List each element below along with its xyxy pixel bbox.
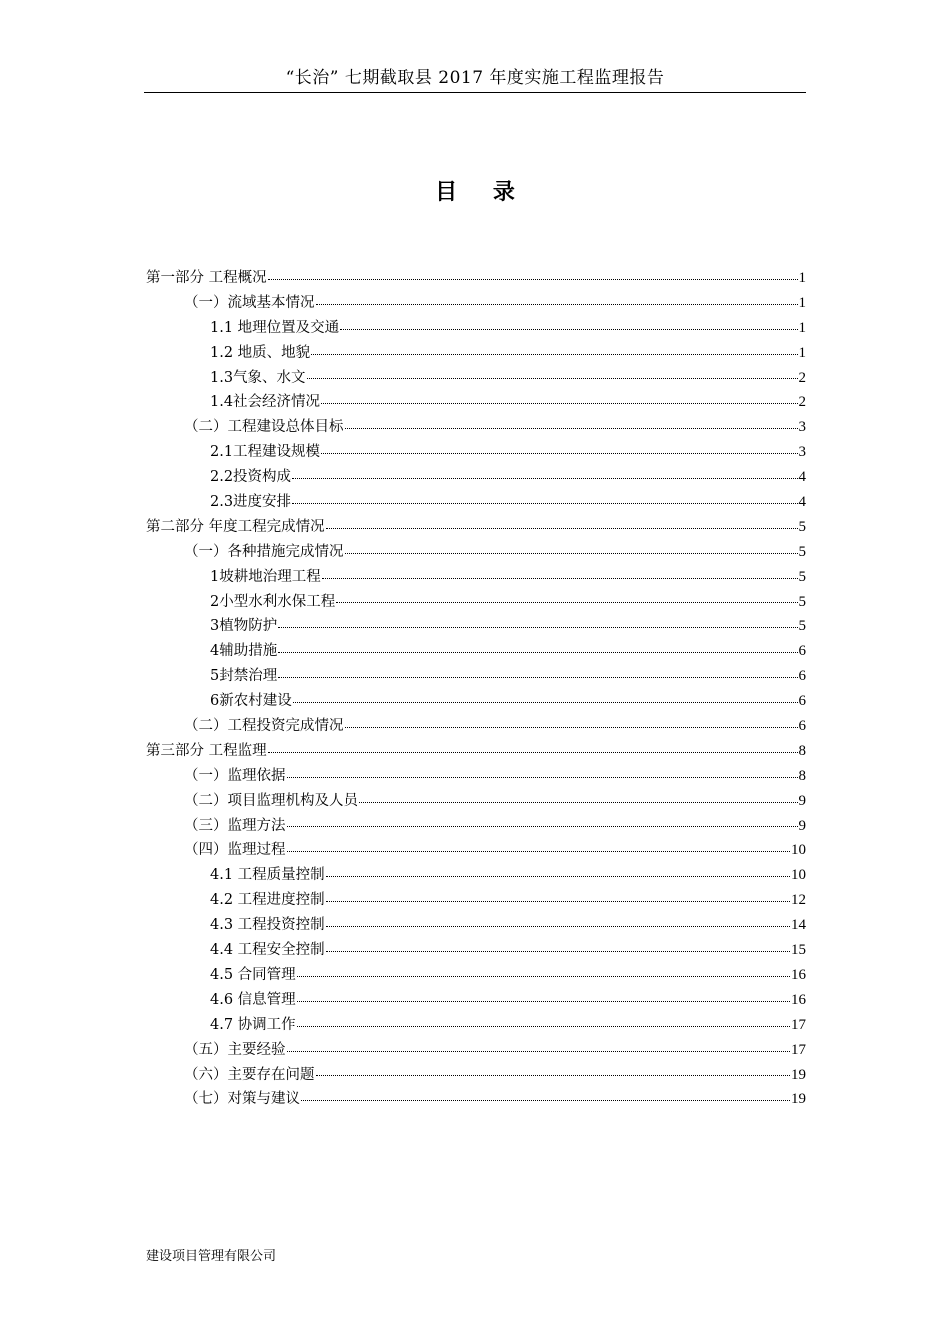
toc-entry-text: （一）流域基本情况 bbox=[184, 294, 315, 311]
toc-entry[interactable] bbox=[146, 341, 806, 366]
toc-entry[interactable] bbox=[146, 490, 806, 515]
toc-page-number: 10 bbox=[791, 867, 806, 884]
toc-page-number: 19 bbox=[791, 1066, 806, 1083]
toc-page-number: 14 bbox=[791, 917, 806, 934]
toc-entry[interactable] bbox=[146, 291, 806, 316]
toc-entry-text: 2小型水利水保工程 bbox=[210, 593, 336, 610]
toc-leader-dots bbox=[311, 354, 797, 355]
toc-entry[interactable] bbox=[146, 390, 806, 415]
toc-entry-text: （二）工程投资完成情况 bbox=[184, 718, 344, 735]
toc-entry-text: 4.2 工程进度控制 bbox=[210, 892, 325, 909]
toc-entry[interactable] bbox=[146, 590, 806, 615]
toc-entry-text: 第一部分 工程概况 bbox=[146, 270, 267, 286]
toc-entry[interactable] bbox=[146, 565, 806, 590]
toc-leader-dots bbox=[297, 1026, 790, 1027]
toc-page-number: 5 bbox=[798, 543, 806, 560]
toc-leader-dots bbox=[359, 802, 798, 803]
toc-page-number: 9 bbox=[798, 817, 806, 834]
toc-entry-text: 1坡耕地治理工程 bbox=[210, 568, 321, 585]
toc-leader-dots bbox=[278, 627, 797, 628]
toc-page-number: 15 bbox=[791, 942, 806, 959]
toc-leader-dots bbox=[321, 453, 797, 454]
toc-heading: 目 录 bbox=[435, 179, 529, 205]
toc-entry[interactable] bbox=[146, 1038, 806, 1063]
toc-page-number: 5 bbox=[798, 518, 806, 535]
toc-leader-dots bbox=[297, 1001, 790, 1002]
toc-leader-dots bbox=[292, 503, 797, 504]
toc-page-number: 9 bbox=[798, 792, 806, 809]
toc-leader-dots bbox=[326, 901, 790, 902]
toc-leader-dots bbox=[287, 1051, 791, 1052]
toc-page-number: 4 bbox=[798, 469, 806, 486]
toc-entry[interactable] bbox=[146, 540, 806, 565]
toc-leader-dots bbox=[345, 727, 798, 728]
toc-leader-dots bbox=[268, 752, 798, 753]
toc-entry-text: 1.4社会经济情况 bbox=[210, 394, 321, 411]
toc-entry[interactable] bbox=[146, 764, 806, 789]
toc-page-number: 8 bbox=[798, 742, 806, 759]
toc-entry[interactable] bbox=[146, 1087, 806, 1112]
toc-entry[interactable] bbox=[146, 266, 806, 291]
toc-leader-dots bbox=[287, 826, 798, 827]
toc-leader-dots bbox=[301, 1100, 790, 1101]
toc-entry-text: （五）主要经验 bbox=[184, 1041, 286, 1058]
toc-entry[interactable] bbox=[146, 664, 806, 689]
toc-leader-dots bbox=[322, 578, 798, 579]
toc-page-number: 17 bbox=[791, 1041, 806, 1058]
toc-entry[interactable] bbox=[146, 739, 806, 764]
toc-entry[interactable] bbox=[146, 714, 806, 739]
toc-page-number: 6 bbox=[798, 718, 806, 735]
toc-page-number: 5 bbox=[798, 618, 806, 635]
toc-page-number: 6 bbox=[798, 668, 806, 685]
toc-leader-dots bbox=[297, 976, 790, 977]
toc-entry[interactable] bbox=[146, 1063, 806, 1088]
toc-entry-text: 2.3进度安排 bbox=[210, 494, 292, 511]
toc-leader-dots bbox=[345, 553, 798, 554]
toc-entry-text: 6新农村建设 bbox=[210, 693, 292, 710]
toc-entry[interactable] bbox=[146, 963, 806, 988]
toc-leader-dots bbox=[316, 304, 798, 305]
toc-leader-dots bbox=[307, 378, 798, 379]
toc-entry-text: 1.1 地理位置及交通 bbox=[210, 319, 340, 336]
toc-page-number: 5 bbox=[798, 593, 806, 610]
toc-page-number: 19 bbox=[791, 1091, 806, 1108]
toc-leader-dots bbox=[278, 652, 797, 653]
toc-entry-text: （一）监理依据 bbox=[184, 767, 286, 784]
toc-leader-dots bbox=[326, 528, 798, 529]
company-name: 建设项目管理有限公司 bbox=[146, 1249, 277, 1264]
toc-leader-dots bbox=[293, 702, 798, 703]
toc-page-number: 17 bbox=[791, 1016, 806, 1033]
toc-entry-text: 第二部分 年度工程完成情况 bbox=[146, 518, 325, 535]
toc-entry-text: 2.1工程建设规模 bbox=[210, 444, 321, 461]
toc-page-number: 1 bbox=[798, 319, 806, 336]
toc-page-number: 1 bbox=[798, 344, 806, 361]
toc-entry[interactable] bbox=[146, 988, 806, 1013]
toc-entry-text: （二）工程建设总体目标 bbox=[184, 419, 344, 436]
toc-page-number: 6 bbox=[798, 693, 806, 710]
page-footer bbox=[146, 1246, 276, 1268]
toc-page-number: 16 bbox=[791, 991, 806, 1008]
toc-entry[interactable] bbox=[146, 440, 806, 465]
toc-leader-dots bbox=[268, 279, 798, 280]
toc-entry-text: 4.4 工程安全控制 bbox=[210, 942, 325, 959]
toc-entry-text: （一）各种措施完成情况 bbox=[184, 543, 344, 560]
toc-leader-dots bbox=[321, 403, 797, 404]
toc-page-number: 4 bbox=[798, 494, 806, 511]
toc-entry-text: 4.7 协调工作 bbox=[210, 1016, 296, 1033]
toc-leader-dots bbox=[340, 329, 797, 330]
toc-entry-text: 2.2投资构成 bbox=[210, 469, 292, 486]
toc-entry-text: （七）对策与建议 bbox=[184, 1091, 300, 1108]
toc-leader-dots bbox=[278, 677, 797, 678]
toc-leader-dots bbox=[326, 951, 790, 952]
toc-leader-dots bbox=[326, 876, 790, 877]
toc-entry[interactable] bbox=[146, 689, 806, 714]
toc-entry-text: （二）项目监理机构及人员 bbox=[184, 792, 358, 809]
toc-entry[interactable] bbox=[146, 316, 806, 341]
toc-page-number: 3 bbox=[798, 419, 806, 436]
toc-entry[interactable] bbox=[146, 366, 806, 391]
toc-entry-text: 4.6 信息管理 bbox=[210, 991, 296, 1008]
toc-page-number: 2 bbox=[798, 394, 806, 411]
toc-entry[interactable] bbox=[146, 515, 806, 540]
toc-page-number: 10 bbox=[791, 842, 806, 859]
toc-page-number: 12 bbox=[791, 892, 806, 909]
toc-page-number: 2 bbox=[798, 369, 806, 386]
toc-leader-dots bbox=[292, 478, 797, 479]
table-of-contents bbox=[146, 266, 806, 1112]
toc-entry-text: （四）监理过程 bbox=[184, 842, 286, 859]
toc-page-number: 3 bbox=[798, 444, 806, 461]
toc-entry-text: 4.1 工程质量控制 bbox=[210, 867, 325, 884]
toc-entry-text: 第三部分 工程监理 bbox=[146, 742, 267, 759]
toc-page-number: 1 bbox=[798, 294, 806, 311]
toc-entry-text: 1.2 地质、地貌 bbox=[210, 344, 311, 361]
toc-page-number: 16 bbox=[791, 966, 806, 983]
toc-entry-text: 4.5 合同管理 bbox=[210, 966, 296, 983]
toc-leader-dots bbox=[326, 926, 790, 927]
toc-page-number: 6 bbox=[798, 643, 806, 660]
toc-entry-text: 3植物防护 bbox=[210, 618, 278, 635]
toc-entry-text: 4.3 工程投资控制 bbox=[210, 917, 325, 934]
toc-leader-dots bbox=[287, 777, 798, 778]
toc-leader-dots bbox=[287, 851, 791, 852]
report-title: “长治” 七期截取县 2017 年度实施工程监理报告 bbox=[285, 68, 665, 88]
toc-entry[interactable] bbox=[146, 614, 806, 639]
toc-entry-text: 1.3气象、水文 bbox=[210, 369, 306, 386]
toc-entry[interactable] bbox=[146, 639, 806, 664]
page-header bbox=[144, 64, 806, 93]
toc-leader-dots bbox=[316, 1075, 791, 1076]
toc-page-number: 1 bbox=[798, 270, 806, 286]
toc-entry-text: 5封禁治理 bbox=[210, 668, 278, 685]
toc-entry-text: （六）主要存在问题 bbox=[184, 1066, 315, 1083]
toc-entry[interactable] bbox=[146, 838, 806, 863]
toc-leader-dots bbox=[345, 428, 798, 429]
toc-entry[interactable] bbox=[146, 789, 806, 814]
toc-entry[interactable] bbox=[146, 1013, 806, 1038]
toc-entry[interactable] bbox=[146, 863, 806, 888]
toc-entry[interactable] bbox=[146, 814, 806, 839]
toc-entry[interactable] bbox=[146, 938, 806, 963]
toc-entry[interactable] bbox=[146, 888, 806, 913]
toc-entry[interactable] bbox=[146, 913, 806, 938]
toc-entry-text: 4辅助措施 bbox=[210, 643, 278, 660]
toc-leader-dots bbox=[336, 602, 797, 603]
toc-entry[interactable] bbox=[146, 465, 806, 490]
toc-page-number: 5 bbox=[798, 568, 806, 585]
toc-entry[interactable] bbox=[146, 415, 806, 440]
toc-entry-text: （三）监理方法 bbox=[184, 817, 286, 834]
toc-page-number: 8 bbox=[798, 767, 806, 784]
